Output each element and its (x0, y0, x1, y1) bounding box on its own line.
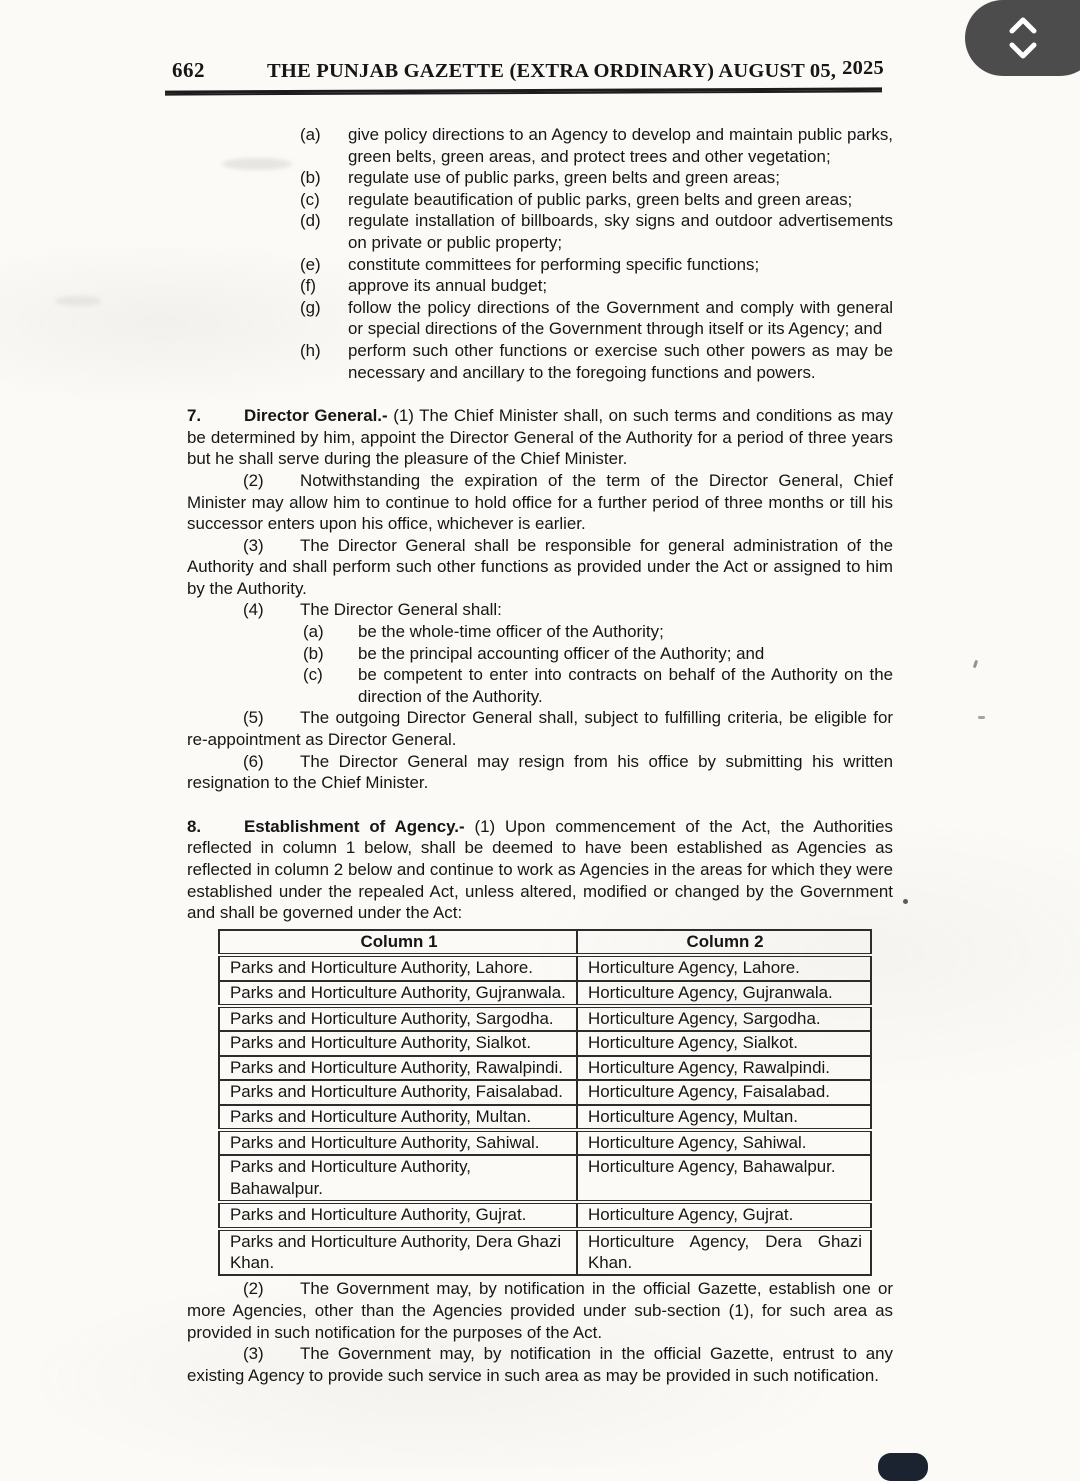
table-cell: Horticulture Agency, Bahawalpur. (577, 1155, 871, 1202)
subsection-text: The outgoing Director General shall, subject to fulfilling criteria, be eligible for re-appointment as Director General. (187, 708, 893, 750)
functions-list (187, 124, 893, 383)
list-item-label: (b) (300, 168, 321, 188)
subsection-label: (2) (243, 1279, 264, 1299)
list-item-text: constitute committees for performing specific functions; (348, 254, 760, 274)
subsection-label: (3) (243, 535, 264, 555)
dg-duties-list (187, 621, 893, 707)
list-item (187, 297, 893, 340)
chevron-down-icon (1006, 49, 1040, 64)
table-cell: Horticulture Agency, Dera Ghazi Khan. (577, 1229, 871, 1276)
section-8-subsection (187, 1278, 893, 1343)
page-number: 662 (172, 58, 205, 82)
table-cell: Horticulture Agency, Gujranwala. (577, 981, 871, 1006)
agencies-table (218, 929, 872, 1277)
subsection-label: (5) (243, 708, 264, 728)
table-header-row (219, 930, 871, 955)
subsection-text: The Director General shall: (300, 600, 502, 620)
scroll-controls (965, 0, 1080, 76)
table-row (219, 1031, 871, 1055)
section-7-subsection (187, 599, 893, 621)
table-cell: Parks and Horticulture Authority, Gujranwala. (219, 981, 577, 1006)
list-item-label: (g) (300, 297, 321, 317)
table-cell: Parks and Horticulture Authority, Sahiwal. (219, 1130, 577, 1155)
table-cell: Parks and Horticulture Authority, Bahawalpur. (219, 1155, 577, 1202)
scroll-down-button[interactable] (1006, 39, 1040, 61)
header-divider (165, 87, 882, 95)
list-item-text: give policy directions to an Agency to develop and maintain public parks, green belts, green areas, and protect trees and other vegetation; (348, 125, 893, 166)
table-cell: Parks and Horticulture Authority, Multan. (219, 1105, 577, 1130)
list-item (187, 664, 893, 707)
list-item (187, 254, 893, 276)
list-item-label: (h) (300, 340, 321, 360)
list-item (187, 621, 893, 643)
table-cell: Horticulture Agency, Multan. (577, 1105, 871, 1130)
list-item-label: (a) (300, 125, 321, 144)
table-row (219, 1056, 871, 1080)
list-item (187, 124, 893, 167)
list-item (187, 167, 893, 189)
table-row (219, 1080, 871, 1104)
table-cell: Parks and Horticulture Authority, Faisalabad. (219, 1080, 577, 1104)
list-item-text: be the principal accounting officer of the Authority; and (358, 643, 765, 663)
list-item-label: (c) (300, 189, 320, 209)
subsection-label: (2) (243, 470, 264, 490)
scroll-up-button[interactable] (1006, 15, 1040, 37)
list-item (187, 643, 893, 665)
table-cell: Parks and Horticulture Authority, Dera Ghazi Khan. (219, 1229, 577, 1276)
page-header (172, 58, 893, 83)
table-row (219, 1130, 871, 1155)
table-cell: Horticulture Agency, Gujrat. (577, 1202, 871, 1228)
table-cell: Horticulture Agency, Rawalpindi. (577, 1056, 871, 1080)
table-row (219, 1006, 871, 1031)
list-item-text: follow the policy directions of the Government and comply with general or special directions of the Government through itself or its Agency; and (348, 297, 893, 339)
section-intro-text: (1) Upon commencement of the Act, the Authorities reflected in column 1 below, shall be deemed to have been established as Agencies as reflected in column 2 below and continue to work as Agencies in the areas for which they were established under the repealed Act, unless altered, modified or changed by the Government and shall be governed under the Act: (187, 816, 893, 923)
list-item (187, 275, 893, 297)
list-item-label: (b) (303, 643, 324, 663)
list-item-label: (a) (303, 622, 324, 642)
section-intro-text: (1) The Chief Minister shall, on such terms and conditions as may be determined by him, appoint the Director General of the Authority for a period of three years but he shall serve during the pleasure of the Chief Minister. (187, 406, 893, 469)
subsection-label: (4) (243, 600, 264, 620)
table-cell: Horticulture Agency, Sargodha. (577, 1006, 871, 1031)
table-row (219, 1229, 871, 1276)
subsection-text: The Government may, by notification in the official Gazette, establish one or more Agencies, other than the Agencies provided under sub-section (1), for such area as provided in such notification for the purposes of the Act. (187, 1279, 893, 1342)
table-row (219, 981, 871, 1006)
section-number: 8. (187, 816, 202, 836)
page-title-text: THE PUNJAB GAZETTE (EXTRA ORDINARY) AUGUST 05, (267, 60, 837, 82)
table-cell: Horticulture Agency, Sahiwal. (577, 1130, 871, 1155)
table-row (219, 955, 871, 980)
section-number: 7. (187, 406, 202, 426)
subsection-label: (6) (243, 751, 264, 771)
list-item-text: be the whole-time officer of the Authority; (358, 622, 664, 642)
section-7-subsection (187, 470, 893, 535)
list-item-text: perform such other functions or exercise such other powers as may be necessary and ancillary to the foregoing functions and powers. (348, 340, 893, 382)
section-title: Establishment of Agency.- (244, 816, 465, 836)
list-item-text: regulate use of public parks, green belts and green areas; (348, 168, 780, 188)
table-row (219, 1155, 871, 1202)
subsection-text: The Director General may resign from his office by submitting his written resignation to the Chief Minister. (187, 751, 893, 793)
list-item (187, 189, 893, 211)
page-title (258, 57, 893, 83)
subsection-text: The Government may, by notification in the official Gazette, entrust to any existing Agency to provide such service in such area as may be provided in such notification. (187, 1344, 893, 1385)
table-cell: Parks and Horticulture Authority, Rawalpindi. (219, 1056, 577, 1080)
table-cell: Parks and Horticulture Authority, Sialkot. (219, 1031, 577, 1055)
table-cell: Parks and Horticulture Authority, Sargodha. (219, 1006, 577, 1031)
table-cell: Parks and Horticulture Authority, Lahore. (219, 955, 577, 980)
list-item-label: (e) (300, 254, 321, 274)
chevron-up-icon (1006, 25, 1040, 40)
table-cell: Horticulture Agency, Sialkot. (577, 1031, 871, 1055)
table-cell: Horticulture Agency, Lahore. (577, 955, 871, 980)
section-title: Director General.- (244, 406, 388, 426)
list-item-text: approve its annual budget; (348, 276, 548, 296)
list-item-label: (d) (300, 211, 321, 231)
table-header-cell: Column 1 (219, 930, 577, 955)
table-row (219, 1105, 871, 1130)
bottom-action-button[interactable] (878, 1453, 928, 1481)
section-7-subsection (187, 707, 893, 750)
list-item-text: regulate beautification of public parks, green belts and green areas; (348, 189, 853, 209)
section-7-subsection (187, 535, 893, 600)
subsection-text: Notwithstanding the expiration of the term of the Director General, Chief Minister may allow him to continue to hold office for a further period of three months or till his successor enters upon his office, whichever is earlier. (187, 470, 893, 534)
list-item-text: regulate installation of billboards, sky signs and outdoor advertisements on private or public property; (348, 211, 893, 252)
list-item-label: (f) (300, 276, 316, 296)
list-item (187, 210, 893, 253)
list-item-text: be competent to enter into contracts on behalf of the Authority on the direction of the Authority. (358, 665, 893, 706)
section-7-heading-paragraph (187, 405, 893, 470)
section-7-subsection (187, 751, 893, 794)
table-cell: Parks and Horticulture Authority, Gujrat. (219, 1202, 577, 1228)
document-body (187, 124, 893, 1386)
subsection-text: The Director General shall be responsible for general administration of the Authority and shall perform such other functions as provided under the Act or assigned to him by the Authority. (187, 535, 893, 598)
list-item (187, 340, 893, 383)
table-cell: Horticulture Agency, Faisalabad. (577, 1080, 871, 1104)
list-item-label: (c) (303, 665, 323, 685)
table-row (219, 1202, 871, 1228)
section-8-subsection (187, 1343, 893, 1386)
subsection-label: (3) (243, 1344, 264, 1364)
section-8-heading-paragraph (187, 816, 893, 924)
page-title-year: 2025 (842, 57, 884, 79)
table-header-cell: Column 2 (577, 930, 871, 955)
